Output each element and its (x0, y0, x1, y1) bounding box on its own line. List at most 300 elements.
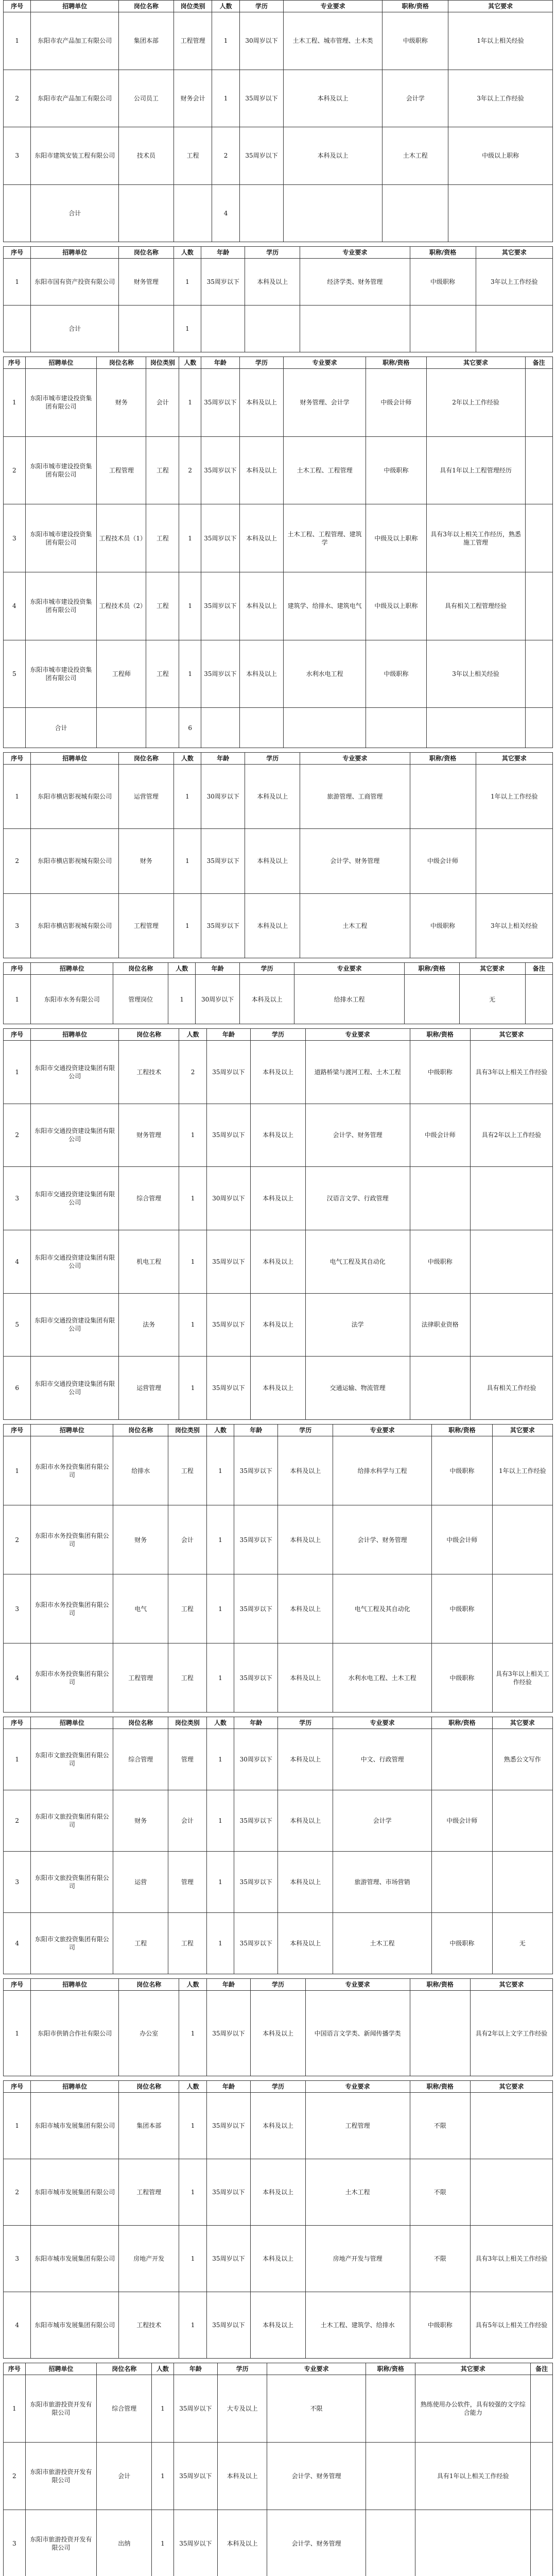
column-header: 其它要求 (470, 2081, 552, 2093)
table-cell: 1 (179, 504, 201, 572)
table-cell: 35周岁以下 (206, 2226, 250, 2292)
table-cell: 工程 (113, 1913, 168, 1974)
column-header: 人数 (206, 1425, 234, 1436)
table-cell (470, 1230, 552, 1293)
table-cell (4, 708, 26, 748)
table-cell: 本科及以上 (218, 2510, 267, 2576)
table-cell: 1 (179, 2093, 206, 2159)
recruitment-table-6 (3, 1028, 553, 1420)
table-cell: 本科及以上 (278, 1436, 333, 1505)
table-cell: 工程管理 (113, 1643, 168, 1713)
table-cell: 3年以上相关经验 (426, 640, 525, 708)
column-header: 专业要求 (284, 1, 383, 12)
table-cell: 中级会计师 (366, 369, 426, 437)
table-row (4, 1041, 553, 1104)
column-header: 专业要求 (305, 1029, 410, 1041)
column-header: 人数 (152, 2363, 174, 2375)
table-cell: 35周岁以下 (239, 70, 283, 127)
column-header: 序号 (4, 753, 31, 765)
column-header: 序号 (4, 1425, 31, 1436)
table-cell: 给排水工程 (294, 975, 404, 1024)
column-header: 人数 (179, 357, 201, 369)
table-cell: 中级职称 (432, 1436, 492, 1505)
table-cell: 会计学、财务管理 (267, 2510, 366, 2576)
table-row (4, 893, 553, 958)
table-cell: 本科及以上 (239, 572, 283, 640)
table-cell: 本科及以上 (239, 504, 283, 572)
column-header: 年龄 (206, 1979, 250, 1991)
table-cell: 电气工程及其自动化 (305, 1230, 410, 1293)
column-header: 岗位类别 (168, 1425, 207, 1436)
table-row (4, 1167, 553, 1230)
table-cell: 东阳市文旅投资集团有限公司 (31, 1852, 113, 1913)
table-cell: 3 (4, 893, 31, 958)
table-cell: 中级会计师 (432, 1790, 492, 1852)
table-cell: 本科及以上 (278, 1574, 333, 1643)
recruitment-table-4 (3, 752, 553, 958)
column-header: 招聘单位 (31, 1, 119, 12)
table (3, 962, 553, 1024)
table-cell: 工程 (173, 127, 212, 185)
table (3, 1028, 553, 1420)
table-cell: 土木工程、城市管理、土木类 (284, 12, 383, 70)
table-cell: 30周岁以下 (201, 765, 245, 829)
column-header: 专业要求 (300, 753, 410, 765)
table-cell (525, 572, 552, 640)
table-cell: 会计学、财务管理 (333, 1505, 432, 1574)
table-cell (201, 708, 240, 748)
column-header: 学历 (218, 2363, 267, 2375)
table-cell: 东阳市城市建设投资集团有限公司 (25, 436, 97, 504)
table-cell: 30周岁以下 (234, 1729, 278, 1790)
column-header: 岗位类别 (146, 357, 179, 369)
column-header: 职称/资格 (410, 247, 476, 259)
table-cell: 具有3年以上相关工作经验 (470, 1041, 552, 1104)
column-header: 招聘单位 (31, 2081, 119, 2093)
column-header: 人数 (179, 2081, 206, 2093)
table-cell (239, 184, 283, 242)
table-cell: 财务 (113, 1790, 168, 1852)
table-row (4, 184, 553, 242)
table-cell: 2 (4, 2159, 31, 2226)
table-cell: 综合管理 (119, 1167, 179, 1230)
table (3, 1424, 553, 1713)
table-cell: 具有3年以上相关工作经验 (470, 2226, 552, 2292)
table-cell: 1 (179, 2292, 206, 2359)
table-cell: 东阳市旅游投资开发有限公司 (25, 2375, 97, 2443)
table-cell: 工程 (146, 572, 179, 640)
table-cell: 东阳市交通投资建设集团有限公司 (31, 1104, 119, 1167)
column-header: 其它要求 (448, 1, 553, 12)
table-cell: 本科及以上 (239, 640, 283, 708)
table-cell: 本科及以上 (251, 1041, 306, 1104)
column-header: 学历 (239, 963, 294, 975)
table-cell: 1 (4, 1991, 31, 2076)
table-cell: 会计 (146, 369, 179, 437)
table-cell: 35周岁以下 (201, 640, 240, 708)
column-header: 序号 (4, 1, 31, 12)
column-header: 学历 (245, 247, 300, 259)
column-header: 招聘单位 (31, 1029, 119, 1041)
table-cell: 工程 (146, 436, 179, 504)
column-header: 职称/资格 (410, 1029, 470, 1041)
column-header: 学历 (251, 1029, 306, 1041)
column-header: 岗位名称 (97, 357, 146, 369)
table-row (4, 1852, 553, 1913)
table-cell: 工程技术 (119, 1041, 179, 1104)
table-cell (300, 306, 410, 352)
table-cell: 35周岁以下 (234, 1436, 278, 1505)
table-cell: 管理 (168, 1852, 207, 1913)
table-cell: 35周岁以下 (206, 1991, 250, 2076)
column-header: 备注 (525, 963, 552, 975)
table-cell: 会计 (97, 2443, 152, 2510)
table-cell: 本科及以上 (239, 369, 283, 437)
column-header: 备注 (531, 2363, 553, 2375)
table-cell: 1 (4, 975, 31, 1024)
table-cell: 具有相关工程管理经验 (426, 572, 525, 640)
table-cell: 30周岁以下 (239, 12, 283, 70)
column-header: 年龄 (206, 2081, 250, 2093)
table-cell: 机电工程 (119, 1230, 179, 1293)
column-header: 其它要求 (470, 1979, 552, 1991)
table-cell: 财务管理 (119, 259, 174, 306)
table-cell (410, 1167, 470, 1230)
column-header: 职称/资格 (432, 1425, 492, 1436)
table-cell: 中级及以上职称 (366, 572, 426, 640)
column-header: 其它要求 (476, 247, 552, 259)
table-cell: 工程 (146, 504, 179, 572)
table-cell: 财务 (97, 369, 146, 437)
table-cell: 东阳市城市建设投资集团有限公司 (25, 640, 97, 708)
table-cell: 本科及以上 (251, 2159, 306, 2226)
table-cell (492, 1574, 552, 1643)
table-cell: 综合管理 (113, 1729, 168, 1790)
column-header: 岗位名称 (119, 1029, 179, 1041)
table-cell: 工程技术员（1） (97, 504, 146, 572)
table-cell: 1 (4, 765, 31, 829)
column-header: 招聘单位 (25, 357, 97, 369)
table-cell: 2 (4, 70, 31, 127)
table-cell: 35周岁以下 (234, 1913, 278, 1974)
column-header: 职称/资格 (366, 2363, 415, 2375)
column-header: 岗位名称 (119, 247, 174, 259)
table-cell: 财务会计 (173, 70, 212, 127)
table-cell: 1 (206, 1913, 234, 1974)
column-header: 岗位名称 (97, 2363, 152, 2375)
table-row (4, 2375, 553, 2443)
table-cell (404, 975, 459, 1024)
table-cell (173, 184, 212, 242)
table-cell: 35周岁以下 (206, 1293, 250, 1357)
table-cell: 1 (152, 2443, 174, 2510)
table-cell: 本科及以上 (251, 1167, 306, 1230)
table-cell: 4 (4, 572, 26, 640)
table-cell: 给排水 (113, 1436, 168, 1505)
table-cell: 1 (179, 1293, 206, 1357)
table-cell: 35周岁以下 (201, 436, 240, 504)
table-cell (531, 2510, 553, 2576)
table-cell: 中级职称 (410, 1230, 470, 1293)
table-cell: 建筑学、给排水、建筑电气 (284, 572, 366, 640)
table-cell (531, 2443, 553, 2510)
table-cell (531, 2375, 553, 2443)
table-cell: 东阳市城市发展集团有限公司 (31, 2292, 119, 2359)
column-header: 招聘单位 (31, 247, 119, 259)
table-cell: 具有相关工作经验 (470, 1357, 552, 1420)
column-header: 职称/资格 (383, 1, 448, 12)
table-cell: 合计 (25, 708, 97, 748)
table-cell: 1 (173, 893, 201, 958)
table-cell: 本科及以上 (245, 893, 300, 958)
recruitment-table-1 (3, 0, 553, 242)
table-cell: 无 (492, 1913, 552, 1974)
table-cell: 35周岁以下 (201, 572, 240, 640)
table-header-row (4, 1717, 553, 1729)
table-cell (119, 306, 174, 352)
table-cell: 1年以上工作经验 (476, 765, 552, 829)
table-cell: 2 (4, 2443, 26, 2510)
column-header: 人数 (173, 247, 201, 259)
table-cell: 本科及以上 (251, 1991, 306, 2076)
table-cell (448, 184, 553, 242)
table-cell (492, 1852, 552, 1913)
table-cell: 本科及以上 (239, 436, 283, 504)
table-row (4, 2510, 553, 2576)
table-cell: 1 (212, 70, 239, 127)
recruitment-table-9 (3, 1978, 553, 2076)
table-cell: 中级会计师 (432, 1505, 492, 1574)
table-cell: 1 (179, 1104, 206, 1167)
table-cell: 土木工程 (333, 1913, 432, 1974)
table-row (4, 1790, 553, 1852)
table-cell: 本科及以上 (278, 1913, 333, 1974)
table-cell: 集团本部 (119, 2093, 179, 2159)
table-cell: 中级及以上职称 (366, 504, 426, 572)
table-header-row (4, 1, 553, 12)
table-cell: 合计 (31, 306, 119, 352)
table-cell: 35周岁以下 (234, 1852, 278, 1913)
table-cell: 1年以上工作经验 (492, 1436, 552, 1505)
table-cell: 中级职称 (410, 259, 476, 306)
table-cell: 本科及以上 (245, 259, 300, 306)
table-cell: 熟练使用办公软件，具有较强的文字综合能力 (415, 2375, 531, 2443)
table-row (4, 1913, 553, 1974)
table-cell: 给排水科学与工程 (333, 1436, 432, 1505)
table-cell (525, 975, 552, 1024)
table-cell: 6 (4, 1357, 31, 1420)
table-row (4, 1729, 553, 1790)
table-row (4, 1230, 553, 1293)
table-cell: 会计学 (383, 70, 448, 127)
table-cell: 电气工程及其自动化 (333, 1574, 432, 1643)
column-header: 专业要求 (284, 357, 366, 369)
table-cell: 30周岁以下 (206, 1167, 250, 1230)
table-cell: 35周岁以下 (234, 1574, 278, 1643)
table-cell: 本科及以上 (239, 975, 294, 1024)
table-cell (239, 708, 283, 748)
column-header: 岗位名称 (119, 1979, 179, 1991)
table-cell: 东阳市旅游投资开发有限公司 (25, 2510, 97, 2576)
table-cell: 1 (4, 2375, 26, 2443)
column-header: 其它要求 (492, 1717, 552, 1729)
table-cell: 1 (152, 2510, 174, 2576)
table-cell: 1 (206, 1574, 234, 1643)
table-cell: 工程管理 (173, 12, 212, 70)
table-cell: 东阳市水务有限公司 (31, 975, 113, 1024)
table-cell: 2 (4, 1505, 31, 1574)
column-header: 人数 (179, 1029, 206, 1041)
table (3, 2363, 553, 2576)
table-cell: 财务 (119, 829, 174, 893)
column-header: 序号 (4, 1717, 31, 1729)
table-cell: 本科及以上 (218, 2443, 267, 2510)
table-cell (366, 2510, 415, 2576)
table-cell: 35周岁以下 (239, 127, 283, 185)
table-cell: 运营管理 (119, 765, 174, 829)
table-cell: 1 (206, 1852, 234, 1913)
table-cell: 工程 (146, 640, 179, 708)
column-header: 学历 (251, 1979, 306, 1991)
table-cell: 5 (4, 1293, 31, 1357)
column-header: 序号 (4, 247, 31, 259)
table-cell: 本科及以上 (245, 765, 300, 829)
table-cell: 不限 (410, 2159, 470, 2226)
table-cell: 东阳市农产品加工有限公司 (31, 12, 119, 70)
table-cell: 会计 (168, 1790, 207, 1852)
table-cell: 东阳市横店影视城有限公司 (31, 893, 119, 958)
column-header: 年龄 (201, 247, 245, 259)
table-cell (119, 184, 174, 242)
table-cell: 1 (4, 1729, 31, 1790)
column-header: 人数 (179, 1979, 206, 1991)
table-cell (525, 436, 552, 504)
table-header-row (4, 963, 553, 975)
table-cell: 中级职称 (410, 2292, 470, 2359)
column-header: 职称/资格 (404, 963, 459, 975)
table-header-row (4, 1425, 553, 1436)
table-cell: 1 (179, 2226, 206, 2292)
recruitment-table-7 (3, 1424, 553, 1713)
table-header-row (4, 1029, 553, 1041)
table-row (4, 1357, 553, 1420)
column-header: 岗位名称 (119, 2081, 179, 2093)
table-cell: 公司员工 (119, 70, 174, 127)
table-row (4, 1293, 553, 1357)
column-header: 序号 (4, 1029, 31, 1041)
table-row (4, 2159, 553, 2226)
table-cell (525, 640, 552, 708)
table-cell: 中级职称 (432, 1913, 492, 1974)
column-header: 学历 (251, 2081, 306, 2093)
table-cell: 中级职称 (432, 1574, 492, 1643)
table-cell: 35周岁以下 (206, 2159, 250, 2226)
table-cell: 3年以上相关经验 (476, 893, 552, 958)
table-row (4, 640, 553, 708)
table-cell: 1 (179, 572, 201, 640)
table-cell: 法律职业资格 (410, 1293, 470, 1357)
table-cell: 东阳市交通投资建设集团有限公司 (31, 1230, 119, 1293)
table-cell: 本科及以上 (284, 127, 383, 185)
table-cell: 35周岁以下 (201, 504, 240, 572)
table-cell: 1 (212, 12, 239, 70)
table-cell: 1 (168, 975, 196, 1024)
table-cell: 房地产开发与管理 (305, 2226, 410, 2292)
table-cell: 大专及以上 (218, 2375, 267, 2443)
table-row (4, 1991, 553, 2076)
recruitment-table-10 (3, 2080, 553, 2359)
table-cell: 6 (179, 708, 201, 748)
table-header-row (4, 753, 553, 765)
table-cell: 4 (4, 1643, 31, 1713)
column-header: 岗位名称 (119, 1, 174, 12)
table-cell: 合计 (31, 184, 119, 242)
table-cell: 本科及以上 (251, 1230, 306, 1293)
table-cell: 财务管理 (119, 1104, 179, 1167)
table-cell: 管理岗位 (113, 975, 168, 1024)
table-cell: 会计 (168, 1505, 207, 1574)
column-header: 专业要求 (305, 1979, 410, 1991)
table-row (4, 2226, 553, 2292)
table-cell: 不限 (267, 2375, 366, 2443)
table-cell: 土木工程 (305, 2159, 410, 2226)
table-cell (410, 306, 476, 352)
table-cell (432, 1729, 492, 1790)
table-cell: 本科及以上 (251, 1104, 306, 1167)
table-cell: 4 (4, 1913, 31, 1974)
table-cell: 本科及以上 (278, 1729, 333, 1790)
column-header: 专业要求 (333, 1425, 432, 1436)
table-cell: 旅游管理、工商管理 (300, 765, 410, 829)
table-cell: 2 (4, 436, 26, 504)
table-cell: 东阳市城市发展集团有限公司 (31, 2159, 119, 2226)
table-cell (476, 829, 552, 893)
column-header: 年龄 (234, 1425, 278, 1436)
table (3, 2080, 553, 2359)
table-cell: 35周岁以下 (234, 1643, 278, 1713)
table-cell: 本科及以上 (284, 70, 383, 127)
column-header: 其它要求 (476, 753, 552, 765)
table-cell: 1 (179, 1230, 206, 1293)
table-cell: 1 (179, 2159, 206, 2226)
table-cell: 本科及以上 (251, 1357, 306, 1420)
table-cell: 4 (4, 1230, 31, 1293)
table-cell: 35周岁以下 (173, 2510, 217, 2576)
column-header: 学历 (278, 1425, 333, 1436)
table-cell: 会计学 (333, 1790, 432, 1852)
table-cell (525, 504, 552, 572)
column-header: 招聘单位 (31, 753, 119, 765)
table-cell (4, 184, 31, 242)
table-cell (284, 708, 366, 748)
table-cell (366, 2443, 415, 2510)
table-row (4, 259, 553, 306)
table-cell: 35周岁以下 (173, 2443, 217, 2510)
table-cell: 无 (459, 975, 525, 1024)
column-header: 岗位类别 (173, 1, 212, 12)
table-cell: 土木工程、建筑学、给排水 (305, 2292, 410, 2359)
table-cell: 3 (4, 2510, 26, 2576)
table-cell: 1 (179, 1357, 206, 1420)
table-cell: 4 (212, 184, 239, 242)
table-header-row (4, 1979, 553, 1991)
table-cell: 中级职称 (383, 12, 448, 70)
table-cell: 运营管理 (119, 1357, 179, 1420)
table-cell: 5 (4, 640, 26, 708)
table-cell: 东阳市水务投资集团有限公司 (31, 1574, 113, 1643)
column-header: 年龄 (206, 1029, 250, 1041)
table-cell: 工程管理 (97, 436, 146, 504)
